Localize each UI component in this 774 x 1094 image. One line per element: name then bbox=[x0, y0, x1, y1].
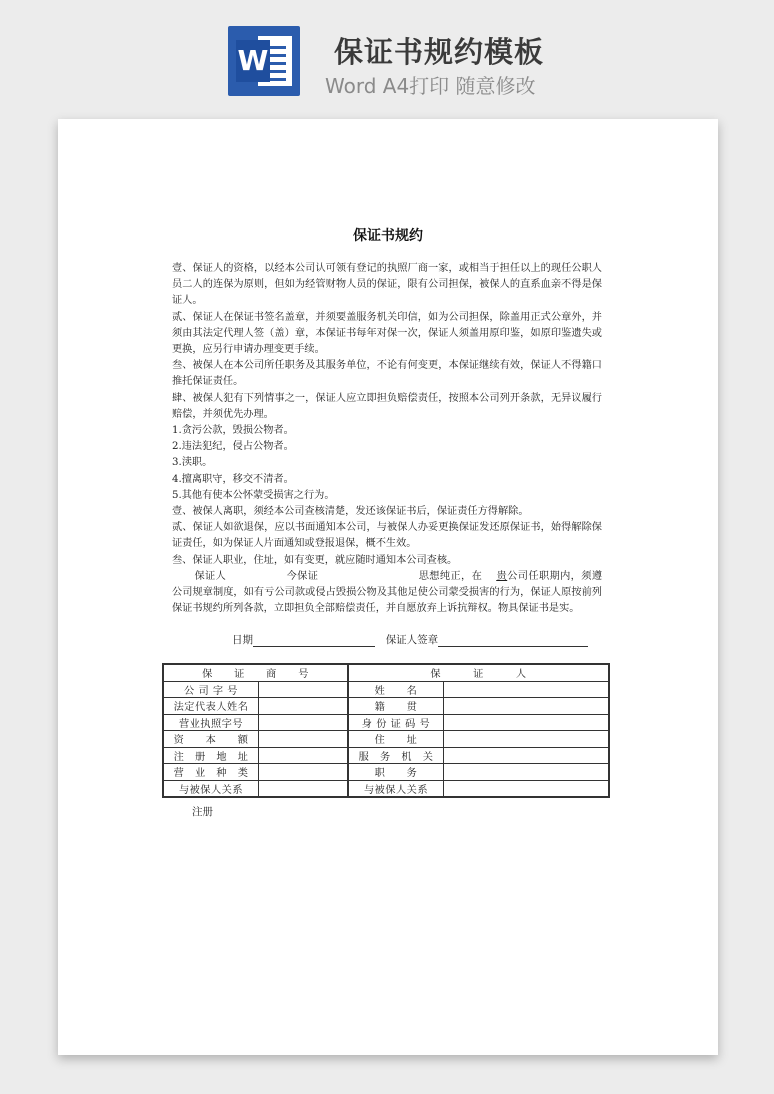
list-item: 3.渎职。 bbox=[172, 457, 213, 469]
word-document-icon bbox=[228, 26, 300, 96]
table-label: 住 址 bbox=[348, 731, 444, 748]
table-cell bbox=[444, 780, 610, 797]
table-label: 注 册 地 址 bbox=[163, 747, 259, 764]
table-label: 服 务 机 关 bbox=[348, 747, 444, 764]
footnote: 注册 bbox=[192, 806, 213, 818]
table-cell bbox=[259, 698, 349, 715]
table-label: 公 司 字 号 bbox=[163, 681, 259, 698]
paragraph: 贰、保证人在保证书签名盖章，并须要盖服务机关印信，如为公司担保，除盖用正式公章外，并须由其法定代理人签（盖）章，本保证书每年对保一次，保证人须盖用原印鉴，如原印鉴遗失或更换，应另行申请办理变更手续。 bbox=[172, 311, 602, 356]
table-row bbox=[163, 698, 609, 715]
table-row bbox=[163, 764, 609, 781]
table-label: 与被保人关系 bbox=[348, 780, 444, 797]
table-row bbox=[163, 681, 609, 698]
table-cell bbox=[259, 780, 349, 797]
table-row bbox=[163, 731, 609, 748]
document-body bbox=[172, 261, 602, 617]
signature-line bbox=[438, 634, 588, 647]
table-label: 职 务 bbox=[348, 764, 444, 781]
table-header-row bbox=[163, 664, 609, 681]
date-label: 日期 bbox=[232, 634, 253, 646]
table-label: 营业执照字号 bbox=[163, 714, 259, 731]
table-label: 身 份 证 码 号 bbox=[348, 714, 444, 731]
word-icon-letter: W bbox=[236, 40, 270, 82]
table-row bbox=[163, 714, 609, 731]
document-page bbox=[58, 119, 718, 1055]
signature-label: 保证人签章 bbox=[385, 634, 439, 646]
left-header: 保 证 商 号 bbox=[163, 664, 348, 681]
date-signature-row bbox=[232, 632, 588, 647]
document-title: 保证书规约 bbox=[353, 228, 423, 244]
table-label: 籍 贯 bbox=[348, 698, 444, 715]
paragraph: 叁、保证人职业，住址，如有变更，就应随时通知本公司查核。 bbox=[172, 554, 458, 566]
table-cell bbox=[259, 714, 349, 731]
paragraph: 肆、被保人犯有下列情事之一，保证人应立即担负赔偿责任，按照本公司列开条款，无异议履行赔偿，并须优先办理。 bbox=[172, 392, 602, 420]
table-row bbox=[163, 747, 609, 764]
list-item: 5.其他有使本公怀蒙受损害之行为。 bbox=[172, 489, 335, 501]
template-subtitle: Word A4打印 随意修改 bbox=[325, 74, 536, 98]
table-label: 资 本 额 bbox=[163, 731, 259, 748]
list-item: 4.擅离职守，移交不清者。 bbox=[172, 473, 294, 485]
table-cell bbox=[444, 731, 610, 748]
table-cell bbox=[259, 747, 349, 764]
table-cell bbox=[444, 764, 610, 781]
paragraph: 壹、保证人的资格，以经本公司认可领有登记的执照厂商一家，或相当于担任以上的现任公职人员二人的连保为原则，但如为经管财物人员的保证，限有公司担保，被保人的直系血亲不得是保证人。 bbox=[172, 263, 602, 307]
list-item: 1.贪污公款，毁损公物者。 bbox=[172, 425, 294, 437]
list-item: 2.违法犯纪，侵占公物者。 bbox=[172, 441, 294, 453]
guarantee-info-table bbox=[162, 663, 610, 798]
paragraph: 贰、保证人如欲退保，应以书面通知本公司，与被保人办妥更换保证发还原保证书，始得解除保证责任，如为保证人片面通知或登报退保，概不生效。 bbox=[172, 522, 602, 550]
template-title: 保证书规约模板 bbox=[334, 35, 545, 69]
table-cell bbox=[444, 714, 610, 731]
table-cell bbox=[259, 764, 349, 781]
table-cell bbox=[444, 747, 610, 764]
table-cell bbox=[444, 698, 610, 715]
template-header bbox=[0, 0, 774, 110]
table-cell bbox=[444, 681, 610, 698]
table-label: 法定代表人姓名 bbox=[163, 698, 259, 715]
table-label: 与被保人关系 bbox=[163, 780, 259, 797]
paragraph: 叁、被保人在本公司所任职务及其服务单位，不论有何变更，本保证继续有效，保证人不得籍口推托保证责任。 bbox=[172, 360, 602, 388]
guarantee-statement: 保证人 今保证 思想纯正，在 贵公司任职期内，须遵公司规章制度，如有亏公司款或侵占毁损公物及其他足使公司蒙受损害的行为，保证人原按前列保证书规约所列各款，立即担负全部赔偿责任，并自愿放弃上诉抗辩权。物具保证书是实。 bbox=[172, 570, 603, 615]
table-label: 姓 名 bbox=[348, 681, 444, 698]
right-header: 保 证 人 bbox=[348, 664, 609, 681]
table-label: 营 业 种 类 bbox=[163, 764, 259, 781]
table-cell bbox=[259, 731, 349, 748]
date-line bbox=[253, 634, 375, 647]
table-row bbox=[163, 780, 609, 797]
table-cell bbox=[259, 681, 349, 698]
paragraph: 壹、被保人离职，须经本公司查核清楚，发还该保证书后，保证责任方得解除。 bbox=[172, 506, 529, 518]
